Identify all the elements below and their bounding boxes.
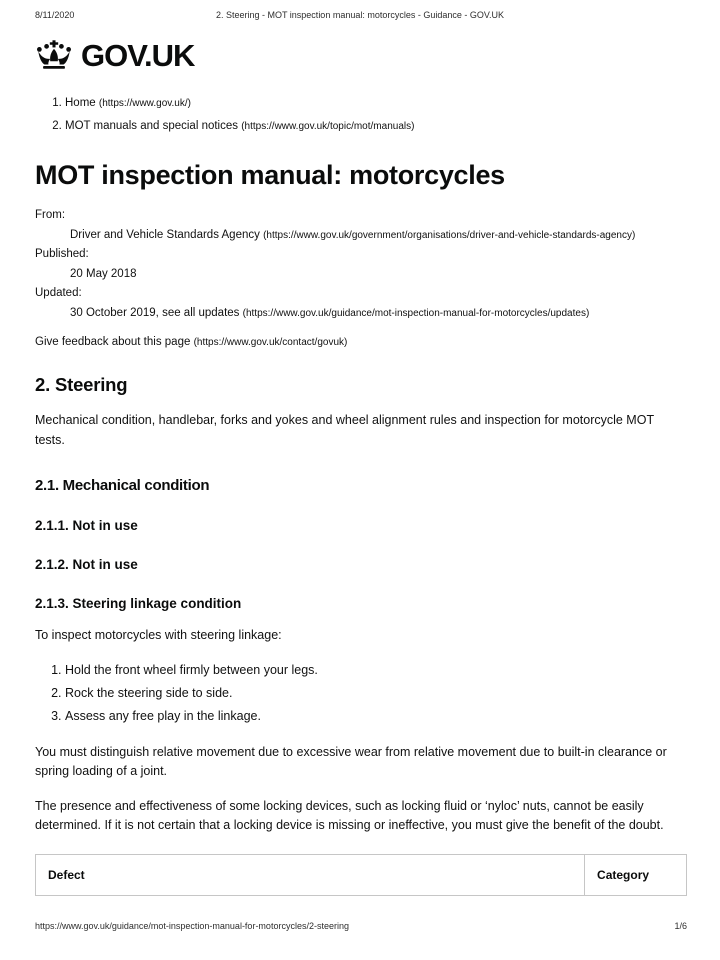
updates-url: (https://www.gov.uk/guidance/mot-inspection-manual-for-motorcycles/updates) — [242, 307, 590, 319]
inspection-step: 2. Rock the steering side to side. — [65, 682, 687, 705]
published-label: Published: — [35, 248, 89, 260]
print-header-title: 2. Steering - MOT inspection manual: motorcycles - Guidance - GOV.UK — [215, 10, 505, 20]
from-label: From: — [35, 209, 66, 221]
page-title: MOT inspection manual: motorcycles — [35, 160, 505, 190]
inspect-intro-paragraph: To inspect motorcycles with steering linkage: — [35, 628, 282, 642]
govuk-logo-text: GOV.UK — [81, 37, 195, 73]
breadcrumb-link-home[interactable]: Home — [65, 97, 96, 109]
inspection-steps-list — [35, 659, 687, 728]
breadcrumb-url-mot-manuals: (https://www.gov.uk/topic/mot/manuals) — [241, 121, 415, 132]
heading-2-1-2: 2.1.2. Not in use — [35, 557, 138, 572]
breadcrumb-item-home — [65, 92, 687, 115]
updated-value — [35, 304, 687, 324]
section-intro-paragraph: Mechanical condition, handlebar, forks and yokes and wheel alignment rules and inspection for motorcycle MOT tests. — [35, 413, 654, 447]
updated-date: 30 October 2019, — [70, 306, 163, 319]
inspection-step: 3. Assess any free play in the linkage. — [65, 705, 687, 728]
document-metadata — [35, 206, 687, 323]
defect-table — [35, 854, 687, 896]
feedback-url: (https://www.gov.uk/contact/govuk) — [193, 337, 348, 348]
inspection-step: 1. Hold the front wheel firmly between your legs. — [65, 659, 687, 682]
feedback-link[interactable]: Give feedback about this page — [35, 336, 191, 348]
print-header-date: 8/11/2020 — [35, 10, 75, 20]
breadcrumb — [35, 92, 687, 138]
from-value — [35, 226, 687, 246]
crown-icon — [35, 40, 73, 71]
heading-2-1-3: 2.1.3. Steering linkage condition — [35, 596, 242, 611]
locking-devices-paragraph: The presence and effectiveness of some locking devices, such as locking fluid or ‘nyloc’ nuts, cannot be easily determined. If it is not certain that a locking device is missing or ineffective, you must give the benefit of the doubt. — [35, 798, 664, 832]
from-agency-url: (https://www.gov.uk/government/organisations/driver-and-vehicle-standards-agency) — [263, 229, 636, 241]
see-all-updates-link[interactable]: see all updates — [162, 306, 240, 319]
breadcrumb-url-home: (https://www.gov.uk/) — [98, 98, 191, 109]
from-agency-link[interactable]: Driver and Vehicle Standards Agency — [70, 228, 260, 241]
heading-mechanical-condition: 2.1. Mechanical condition — [35, 477, 210, 494]
breadcrumb-item-mot-manuals — [65, 115, 687, 138]
distinguish-paragraph: You must distinguish relative movement due to excessive wear from relative movement due to built-in clearance or spring loading of a joint. — [35, 744, 667, 778]
print-footer-url: https://www.gov.uk/guidance/mot-inspection-manual-for-motorcycles/2-steering — [35, 921, 349, 931]
updated-label: Updated: — [35, 287, 82, 299]
defect-column-header: Defect — [36, 854, 585, 895]
section-heading-steering: 2. Steering — [35, 374, 128, 395]
category-column-header: Category — [585, 854, 687, 895]
defect-table-header-row — [36, 854, 687, 895]
breadcrumb-link-mot-manuals[interactable]: MOT manuals and special notices — [65, 120, 239, 132]
govuk-logo — [35, 38, 687, 72]
print-footer-page-number: 1/6 — [674, 921, 687, 931]
feedback-row — [35, 336, 687, 348]
published-value: 20 May 2018 — [70, 267, 137, 280]
heading-2-1-1: 2.1.1. Not in use — [35, 518, 138, 533]
